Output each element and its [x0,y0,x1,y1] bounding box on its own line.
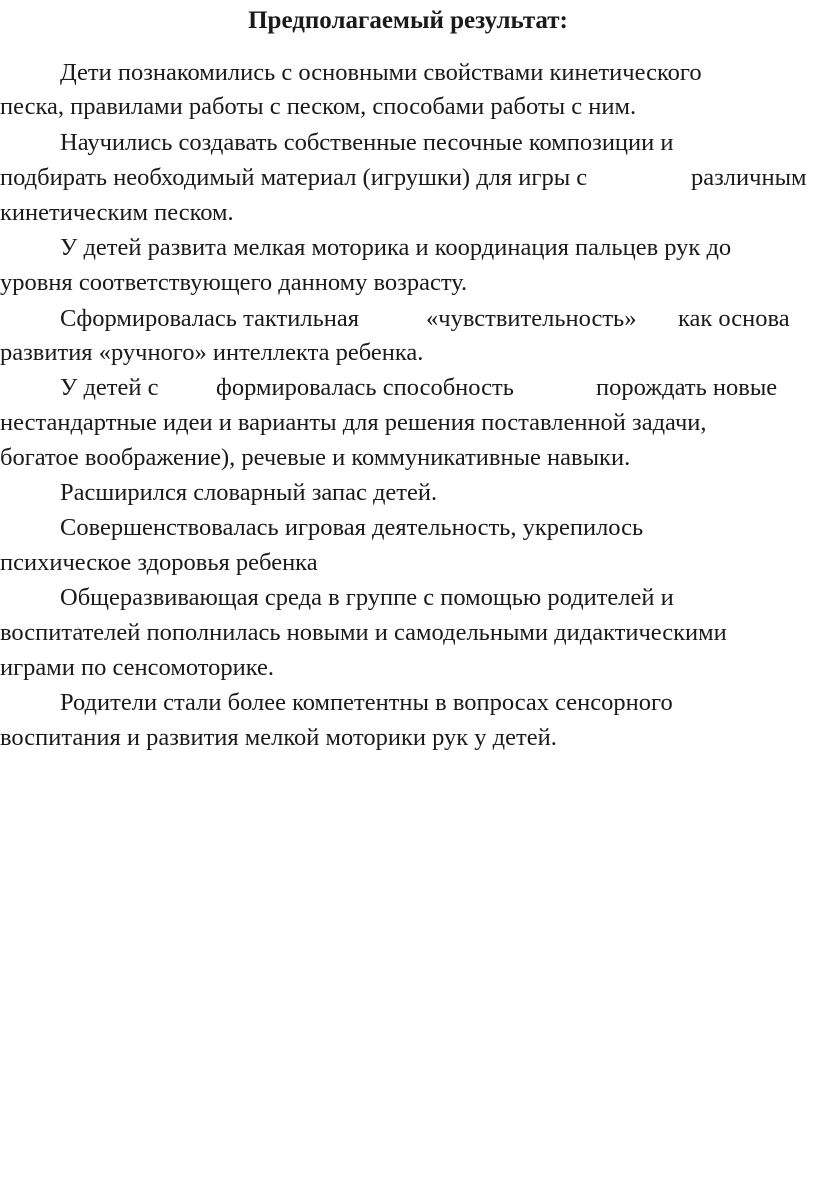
paragraph-7-line-1: Совершенствовалась игровая деятельность, укрепилось [60,514,644,541]
paragraph-8-line-2: воспитателей пополнилась новыми и самодельными дидактическими [0,619,727,646]
paragraph-3-line-2: уровня соответствующего данному возрасту. [0,269,468,296]
paragraph-4-line-1-part-c: как основа [678,305,790,332]
paragraph-7-line-2: психическое здоровья ребенка [0,549,318,576]
paragraph-2-line-1: Научились создавать собственные песочные композиции и [60,129,674,156]
paragraph-2-line-2-part-b: различным [691,164,807,191]
page-title: Предполагаемый результат: [248,7,568,34]
paragraph-1-line-1: Дети познакомились с основными свойствами кинетического [60,59,702,86]
paragraph-5-line-1-part-b: формировалась способность [216,374,514,401]
paragraph-8-line-1: Общеразвивающая среда в группе с помощью родителей и [60,584,674,611]
paragraph-4-line-2: развития «ручного» интеллекта ребенка. [0,339,424,366]
paragraph-8-line-3: играми по сенсомоторике. [0,654,275,681]
paragraph-5-line-2: нестандартные идеи и варианты для решения поставленной задачи, [0,409,707,436]
paragraph-5-line-3: богатое воображение), речевые и коммуникативные навыки. [0,444,631,471]
paragraph-1-line-2: песка, правилами работы с песком, способами работы с ним. [0,93,637,120]
paragraph-2-line-2 [0,161,816,195]
paragraph-4-line-1-part-a: Сформировалась тактильная [60,305,360,332]
paragraph-2-line-2-part-a: подбирать необходимый материал (игрушки) для игры с [0,164,588,191]
paragraph-9-line-2: воспитания и развития мелкой моторики рук у детей. [0,724,557,751]
paragraph-5-line-1-part-c: порождать новые [596,374,778,401]
paragraph-3-line-1: У детей развита мелкая моторика и координация пальцев рук до [60,234,732,261]
paragraph-6-line-1: Расширился словарный запас детей. [60,479,438,506]
paragraph-2-line-3: кинетическим песком. [0,199,234,226]
paragraph-5-line-1-part-a: У детей с [60,374,159,401]
paragraph-9-line-1: Родители стали более компетентны в вопросах сенсорного [60,689,673,716]
paragraph-4-line-1-part-b: «чувствительность» [426,305,637,332]
